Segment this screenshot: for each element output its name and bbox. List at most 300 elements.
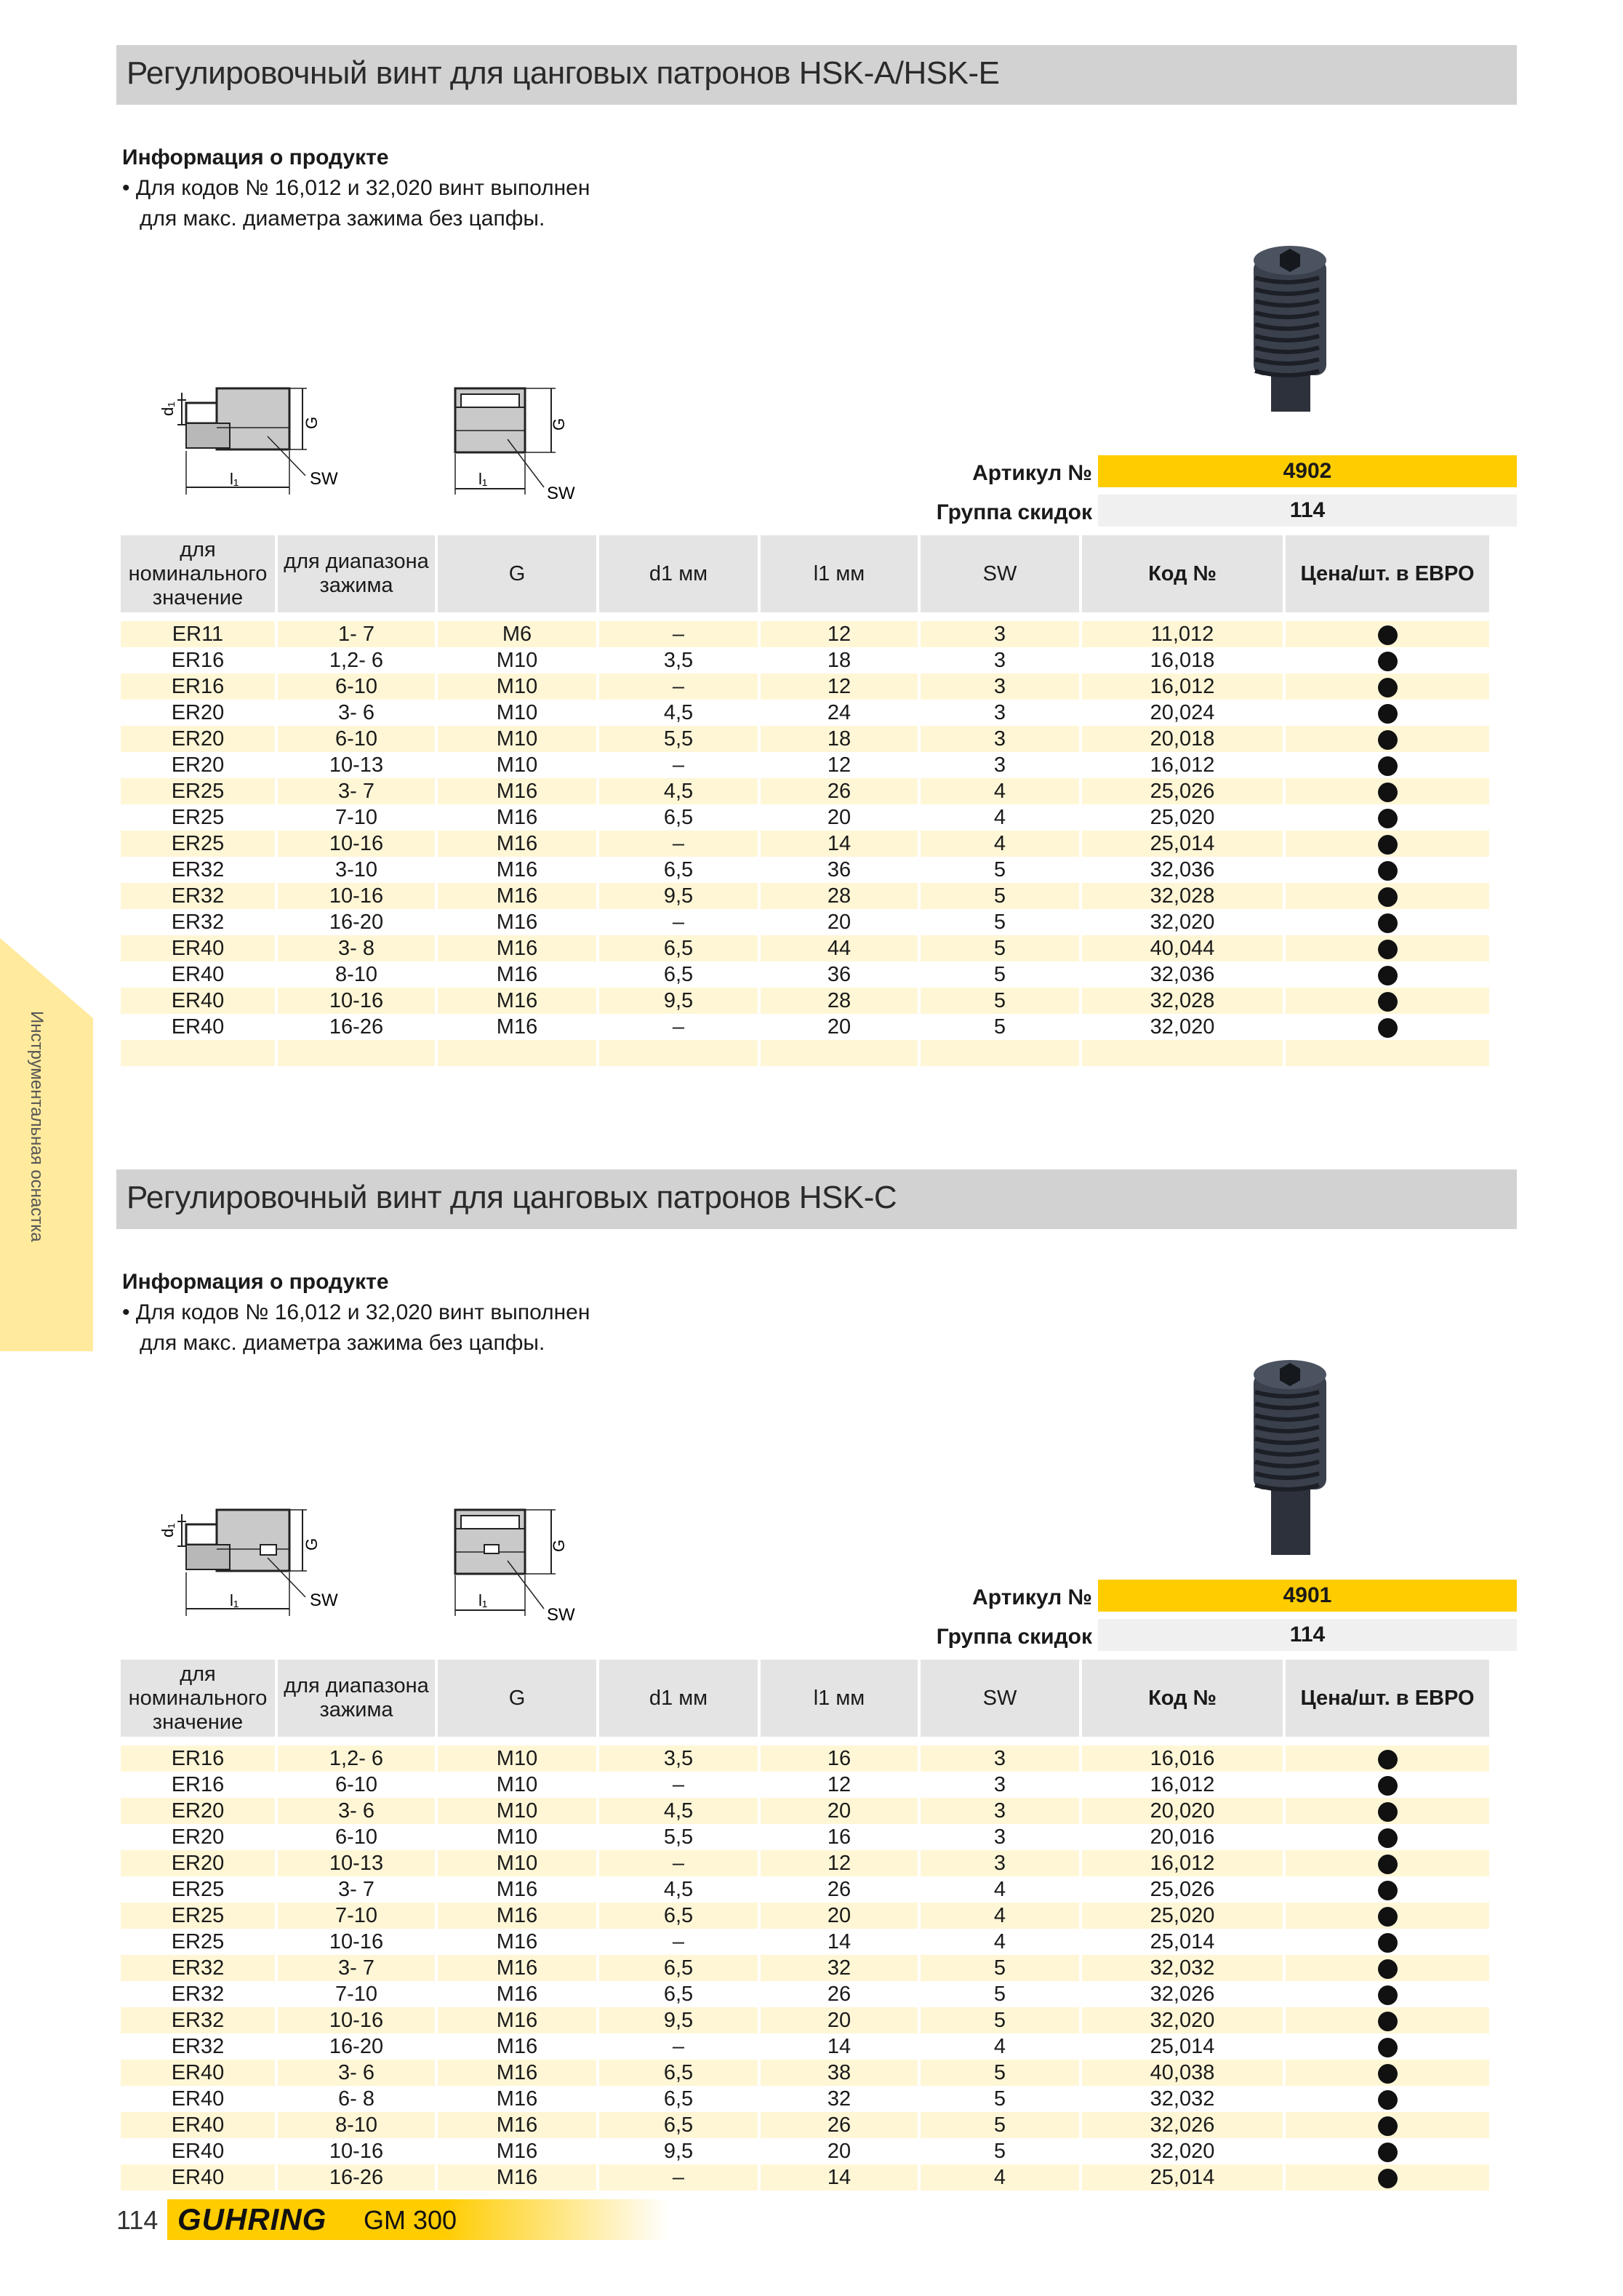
product-info-title: Информация о продукте	[122, 1270, 389, 1294]
cell: 3	[921, 1798, 1079, 1824]
article-label: Артикул №	[972, 1585, 1092, 1609]
table-row	[121, 1876, 1489, 1903]
cell: M16	[438, 883, 596, 909]
cell: –	[599, 673, 758, 700]
product-table	[118, 535, 1492, 1066]
cell: M16	[438, 2112, 596, 2138]
cell: 18	[761, 726, 918, 752]
cell: 10-16	[278, 1929, 435, 1955]
price-on-request-dot	[1378, 1933, 1398, 1953]
cell: ER11	[121, 621, 275, 647]
table-row	[121, 1903, 1489, 1929]
cell: 5	[921, 2112, 1079, 2138]
table-row	[121, 2060, 1489, 2086]
cell: 5	[921, 883, 1079, 909]
table-row	[121, 1040, 1489, 1066]
cell: ER16	[121, 1745, 275, 1772]
col-header-l1: l1 мм	[761, 535, 918, 621]
price-on-request-dot	[1378, 2169, 1398, 2188]
cell: M10	[438, 1772, 596, 1798]
cell: 32,036	[1082, 961, 1283, 988]
cell: 4,5	[599, 700, 758, 726]
cell: 16,012	[1082, 752, 1283, 778]
cell: 20	[761, 1798, 918, 1824]
cell: 25,014	[1082, 1929, 1283, 1955]
cell: M16	[438, 2007, 596, 2033]
cell: 8-10	[278, 2112, 435, 2138]
price-on-request-dot	[1378, 913, 1398, 933]
cell: 6,5	[599, 2060, 758, 2086]
cell: 3	[921, 1772, 1079, 1798]
price-on-request-dot	[1378, 1018, 1398, 1038]
price-cell	[1286, 1955, 1489, 1981]
cell: M16	[438, 2164, 596, 2191]
cell: 10-16	[278, 988, 435, 1014]
cell: 16	[761, 1745, 918, 1772]
cell: M16	[438, 935, 596, 961]
price-cell	[1286, 647, 1489, 673]
cell: 8-10	[278, 961, 435, 988]
label-l1: l₁	[478, 470, 488, 488]
cell: ER40	[121, 935, 275, 961]
cell: 16,012	[1082, 1850, 1283, 1876]
cell: M10	[438, 1798, 596, 1824]
price-on-request-dot	[1378, 1750, 1398, 1769]
cell: ER40	[121, 2164, 275, 2191]
product-info	[122, 143, 605, 234]
price-cell	[1286, 700, 1489, 726]
price-on-request-dot	[1378, 992, 1398, 1012]
cell: 10-13	[278, 1850, 435, 1876]
cell: 10-16	[278, 831, 435, 857]
cell: ER40	[121, 2112, 275, 2138]
cell: 6,5	[599, 2086, 758, 2112]
table-row	[121, 804, 1489, 831]
cell: 16,018	[1082, 647, 1283, 673]
table-row	[121, 1850, 1489, 1876]
cell: 36	[761, 857, 918, 883]
label-sw: SW	[310, 1591, 338, 1610]
cell: M16	[438, 1981, 596, 2007]
price-cell	[1286, 2060, 1489, 2086]
cell: ER20	[121, 752, 275, 778]
table-row	[121, 883, 1489, 909]
price-on-request-dot	[1378, 2038, 1398, 2057]
label-g: G	[550, 417, 568, 431]
cell: ER25	[121, 1876, 275, 1903]
cell: 3	[921, 1824, 1079, 1850]
product-info	[122, 1267, 605, 1359]
cell: M6	[438, 621, 596, 647]
cell: ER40	[121, 2060, 275, 2086]
cell: ER25	[121, 831, 275, 857]
cell: 28	[761, 883, 918, 909]
cell: 12	[761, 752, 918, 778]
cell: ER25	[121, 804, 275, 831]
cell: M16	[438, 1955, 596, 1981]
price-on-request-dot	[1378, 1985, 1398, 2005]
cell: –	[599, 1014, 758, 1040]
section-title-bar	[116, 45, 1517, 105]
cell: ER20	[121, 700, 275, 726]
cell: 25,026	[1082, 1876, 1283, 1903]
page-footer	[116, 2195, 698, 2241]
cell: 25,014	[1082, 831, 1283, 857]
cell	[438, 1040, 596, 1066]
cell: ER40	[121, 988, 275, 1014]
cell: 1,2- 6	[278, 647, 435, 673]
label-g: G	[550, 1539, 568, 1552]
table-row	[121, 1772, 1489, 1798]
cell: 5	[921, 2138, 1079, 2164]
cell: –	[599, 621, 758, 647]
label-g: G	[302, 416, 321, 429]
cell: 28	[761, 988, 918, 1014]
cell: 18	[761, 647, 918, 673]
cell: 20	[761, 2138, 918, 2164]
table-row	[121, 1745, 1489, 1772]
cell: ER25	[121, 1929, 275, 1955]
cell: 6,5	[599, 1955, 758, 1981]
cell: 20,020	[1082, 1798, 1283, 1824]
cell: M16	[438, 804, 596, 831]
cell: 3,5	[599, 647, 758, 673]
price-on-request-dot	[1378, 1855, 1398, 1874]
cell: 14	[761, 2033, 918, 2060]
cell: 5	[921, 909, 1079, 935]
cell	[921, 1040, 1079, 1066]
article-label: Артикул №	[972, 461, 1092, 485]
cell: 20	[761, 2007, 918, 2033]
cell: ER25	[121, 778, 275, 804]
section-title: Регулировочный винт для цанговых патронов HSK-A/HSK-E	[127, 55, 1000, 91]
dimension-drawing-side	[115, 1500, 377, 1645]
cell: 4,5	[599, 1798, 758, 1824]
catalog-name: GM 300	[364, 2205, 457, 2235]
cell: M16	[438, 831, 596, 857]
cell: 16,016	[1082, 1745, 1283, 1772]
cell: M16	[438, 778, 596, 804]
cell: 6,5	[599, 1903, 758, 1929]
price-on-request-dot	[1378, 2143, 1398, 2162]
cell: 5	[921, 935, 1079, 961]
col-header-d1: d1 мм	[599, 535, 758, 621]
dimension-drawing-plain	[442, 378, 631, 524]
table-row	[121, 1798, 1489, 1824]
cell: 6,5	[599, 804, 758, 831]
cell: 5	[921, 2086, 1079, 2112]
table-row	[121, 2007, 1489, 2033]
cell	[121, 1040, 275, 1066]
dimension-drawing-side	[115, 378, 377, 524]
drawing-2	[442, 1500, 631, 1649]
price-cell	[1286, 961, 1489, 988]
cell: ER40	[121, 2138, 275, 2164]
price-on-request-dot	[1378, 2090, 1398, 2110]
table-row	[121, 831, 1489, 857]
cell: 1- 7	[278, 621, 435, 647]
price-cell	[1286, 935, 1489, 961]
table-row	[121, 988, 1489, 1014]
cell: 3- 8	[278, 935, 435, 961]
section-title-bar	[116, 1169, 1517, 1229]
drawing-2	[442, 378, 631, 527]
cell: 16-26	[278, 2164, 435, 2191]
price-on-request-dot	[1378, 730, 1398, 750]
cell: 25,026	[1082, 778, 1283, 804]
price-cell	[1286, 2112, 1489, 2138]
cell: 20	[761, 804, 918, 831]
cell: 9,5	[599, 2007, 758, 2033]
cell: 32	[761, 1955, 918, 1981]
cell: 4	[921, 778, 1079, 804]
price-cell	[1286, 621, 1489, 647]
cell: 25,020	[1082, 1903, 1283, 1929]
cell: ER40	[121, 961, 275, 988]
product-info-bullet: • Для кодов № 16,012 и 32,020 винт выполнен для макс. диаметра зажима без цапфы.	[122, 1300, 590, 1355]
cell: M10	[438, 1745, 596, 1772]
label-sw: SW	[547, 484, 575, 503]
cell: ER32	[121, 1955, 275, 1981]
table-row	[121, 673, 1489, 700]
cell: 26	[761, 2112, 918, 2138]
cell: 32,028	[1082, 883, 1283, 909]
price-on-request-dot	[1378, 2064, 1398, 2084]
price-cell	[1286, 988, 1489, 1014]
price-cell	[1286, 1850, 1489, 1876]
price-cell	[1286, 857, 1489, 883]
table-row	[121, 935, 1489, 961]
table-row	[121, 2138, 1489, 2164]
label-l1: l₁	[478, 1591, 488, 1609]
cell: 3,5	[599, 1745, 758, 1772]
cell: 12	[761, 1772, 918, 1798]
cell: 3-10	[278, 857, 435, 883]
cell: 4,5	[599, 778, 758, 804]
cell: 16,012	[1082, 673, 1283, 700]
price-cell	[1286, 1876, 1489, 1903]
price-cell	[1286, 1798, 1489, 1824]
cell: 7-10	[278, 1903, 435, 1929]
price-cell	[1286, 1772, 1489, 1798]
price-on-request-dot	[1378, 1907, 1398, 1927]
cell: 7-10	[278, 1981, 435, 2007]
cell: 4	[921, 2164, 1079, 2191]
price-on-request-dot	[1378, 625, 1398, 645]
cell: 12	[761, 673, 918, 700]
cell: 38	[761, 2060, 918, 2086]
cell: 32,026	[1082, 2112, 1283, 2138]
cell: 36	[761, 961, 918, 988]
cell: 32,020	[1082, 2138, 1283, 2164]
price-on-request-dot	[1378, 678, 1398, 697]
cell: M10	[438, 700, 596, 726]
price-cell	[1286, 831, 1489, 857]
cell: 32,032	[1082, 2086, 1283, 2112]
price-on-request-dot	[1378, 2116, 1398, 2136]
cell: M16	[438, 1903, 596, 1929]
cell: M16	[438, 1929, 596, 1955]
cell: 3- 6	[278, 700, 435, 726]
cell: 12	[761, 621, 918, 647]
cell: 16,012	[1082, 1772, 1283, 1798]
cell: 6,5	[599, 935, 758, 961]
cell: ER25	[121, 1903, 275, 1929]
label-d1: d₁	[159, 401, 177, 416]
cell: 20	[761, 1903, 918, 1929]
article-row	[800, 455, 1517, 490]
cell: 6-10	[278, 726, 435, 752]
discount-group: 114	[1098, 495, 1517, 527]
cell	[278, 1040, 435, 1066]
screw-photo	[1251, 237, 1338, 412]
cell: 3	[921, 726, 1079, 752]
col-header-g: G	[438, 535, 596, 621]
cell	[761, 1040, 918, 1066]
cell: 5	[921, 1955, 1079, 1981]
cell: 7-10	[278, 804, 435, 831]
discount-group: 114	[1098, 1619, 1517, 1651]
cell: 10-16	[278, 883, 435, 909]
price-cell	[1286, 1745, 1489, 1772]
cell: 3	[921, 647, 1079, 673]
cell: 32,026	[1082, 1981, 1283, 2007]
cell: –	[599, 1929, 758, 1955]
price-cell	[1286, 1014, 1489, 1040]
cell: ER20	[121, 726, 275, 752]
col-header-range: для диапазона зажима	[278, 1660, 435, 1745]
cell: –	[599, 752, 758, 778]
cell: 20,018	[1082, 726, 1283, 752]
table-row	[121, 857, 1489, 883]
cell: 4	[921, 831, 1079, 857]
price-cell	[1286, 1824, 1489, 1850]
price-cell	[1286, 2033, 1489, 2060]
table-row	[121, 2033, 1489, 2060]
cell: 10-13	[278, 752, 435, 778]
col-header-sw: SW	[921, 1660, 1079, 1745]
drawing-1	[115, 378, 377, 527]
cell: 16-20	[278, 2033, 435, 2060]
cell: 4	[921, 1929, 1079, 1955]
cell: ER20	[121, 1850, 275, 1876]
cell: 32,028	[1082, 988, 1283, 1014]
cell: 24	[761, 700, 918, 726]
price-on-request-dot	[1378, 783, 1398, 802]
price-on-request-dot	[1378, 1802, 1398, 1822]
table-header-row	[121, 535, 1489, 621]
cell: ER32	[121, 857, 275, 883]
cell: ER32	[121, 1981, 275, 2007]
cell: 4	[921, 1903, 1079, 1929]
cell: M10	[438, 752, 596, 778]
cell: 4,5	[599, 1876, 758, 1903]
cell: 6,5	[599, 857, 758, 883]
cell: 10-16	[278, 2007, 435, 2033]
label-sw: SW	[547, 1605, 575, 1625]
screw-photo	[1251, 1351, 1338, 1555]
cell: 5	[921, 961, 1079, 988]
cell: 6-10	[278, 1772, 435, 1798]
price-on-request-dot	[1378, 1881, 1398, 1900]
label-sw: SW	[310, 469, 338, 489]
cell: 32	[761, 2086, 918, 2112]
cell: 10-16	[278, 2138, 435, 2164]
cell: 5,5	[599, 1824, 758, 1850]
cell: 14	[761, 2164, 918, 2191]
col-header-sw: SW	[921, 535, 1079, 621]
cell: 14	[761, 831, 918, 857]
cell: 32,020	[1082, 2007, 1283, 2033]
cell: 6,5	[599, 2112, 758, 2138]
cell: M16	[438, 2138, 596, 2164]
cell: 4	[921, 2033, 1079, 2060]
table-row	[121, 647, 1489, 673]
discount-row	[800, 1619, 1517, 1654]
price-cell	[1286, 804, 1489, 831]
price-on-request-dot	[1378, 2012, 1398, 2031]
table-row	[121, 961, 1489, 988]
cell: ER40	[121, 1014, 275, 1040]
product-info-title: Информация о продукте	[122, 145, 389, 169]
discount-row	[800, 495, 1517, 529]
price-cell	[1286, 1929, 1489, 1955]
cell: 6-10	[278, 673, 435, 700]
cell	[1082, 1040, 1283, 1066]
col-header-nominal: для номинального значение	[121, 1660, 275, 1745]
cell: 3- 7	[278, 1955, 435, 1981]
col-header-range: для диапазона зажима	[278, 535, 435, 621]
label-l1: l₁	[230, 470, 239, 488]
cell: 20,024	[1082, 700, 1283, 726]
price-cell	[1286, 752, 1489, 778]
cell: 3	[921, 621, 1079, 647]
cell: 20	[761, 1014, 918, 1040]
cell: 12	[761, 1850, 918, 1876]
label-g: G	[302, 1537, 321, 1551]
table-row	[121, 2164, 1489, 2191]
side-tab-label-wrap	[27, 1011, 61, 1287]
drawing-1	[115, 1500, 377, 1649]
cell: 25,014	[1082, 2033, 1283, 2060]
col-header-g: G	[438, 1660, 596, 1745]
table-row	[121, 621, 1489, 647]
cell: 26	[761, 1876, 918, 1903]
cell: M10	[438, 726, 596, 752]
cell: ER32	[121, 2033, 275, 2060]
table-row	[121, 1981, 1489, 2007]
cell: M10	[438, 1824, 596, 1850]
label-l1: l₁	[230, 1591, 239, 1609]
cell: 25,020	[1082, 804, 1283, 831]
cell: M10	[438, 673, 596, 700]
cell: M16	[438, 2086, 596, 2112]
product-table	[118, 1660, 1492, 2191]
cell: 16-20	[278, 909, 435, 935]
col-header-price: Цена/шт. в ЕВРО	[1286, 1660, 1489, 1745]
price-on-request-dot	[1378, 940, 1398, 959]
cell: 11,012	[1082, 621, 1283, 647]
cell: M16	[438, 961, 596, 988]
section-title: Регулировочный винт для цанговых патронов HSK-C	[127, 1180, 897, 1215]
cell: 3- 7	[278, 778, 435, 804]
table-row	[121, 2086, 1489, 2112]
cell: 32,032	[1082, 1955, 1283, 1981]
price-on-request-dot	[1378, 809, 1398, 828]
cell: ER40	[121, 2086, 275, 2112]
cell: –	[599, 1772, 758, 1798]
price-on-request-dot	[1378, 887, 1398, 907]
